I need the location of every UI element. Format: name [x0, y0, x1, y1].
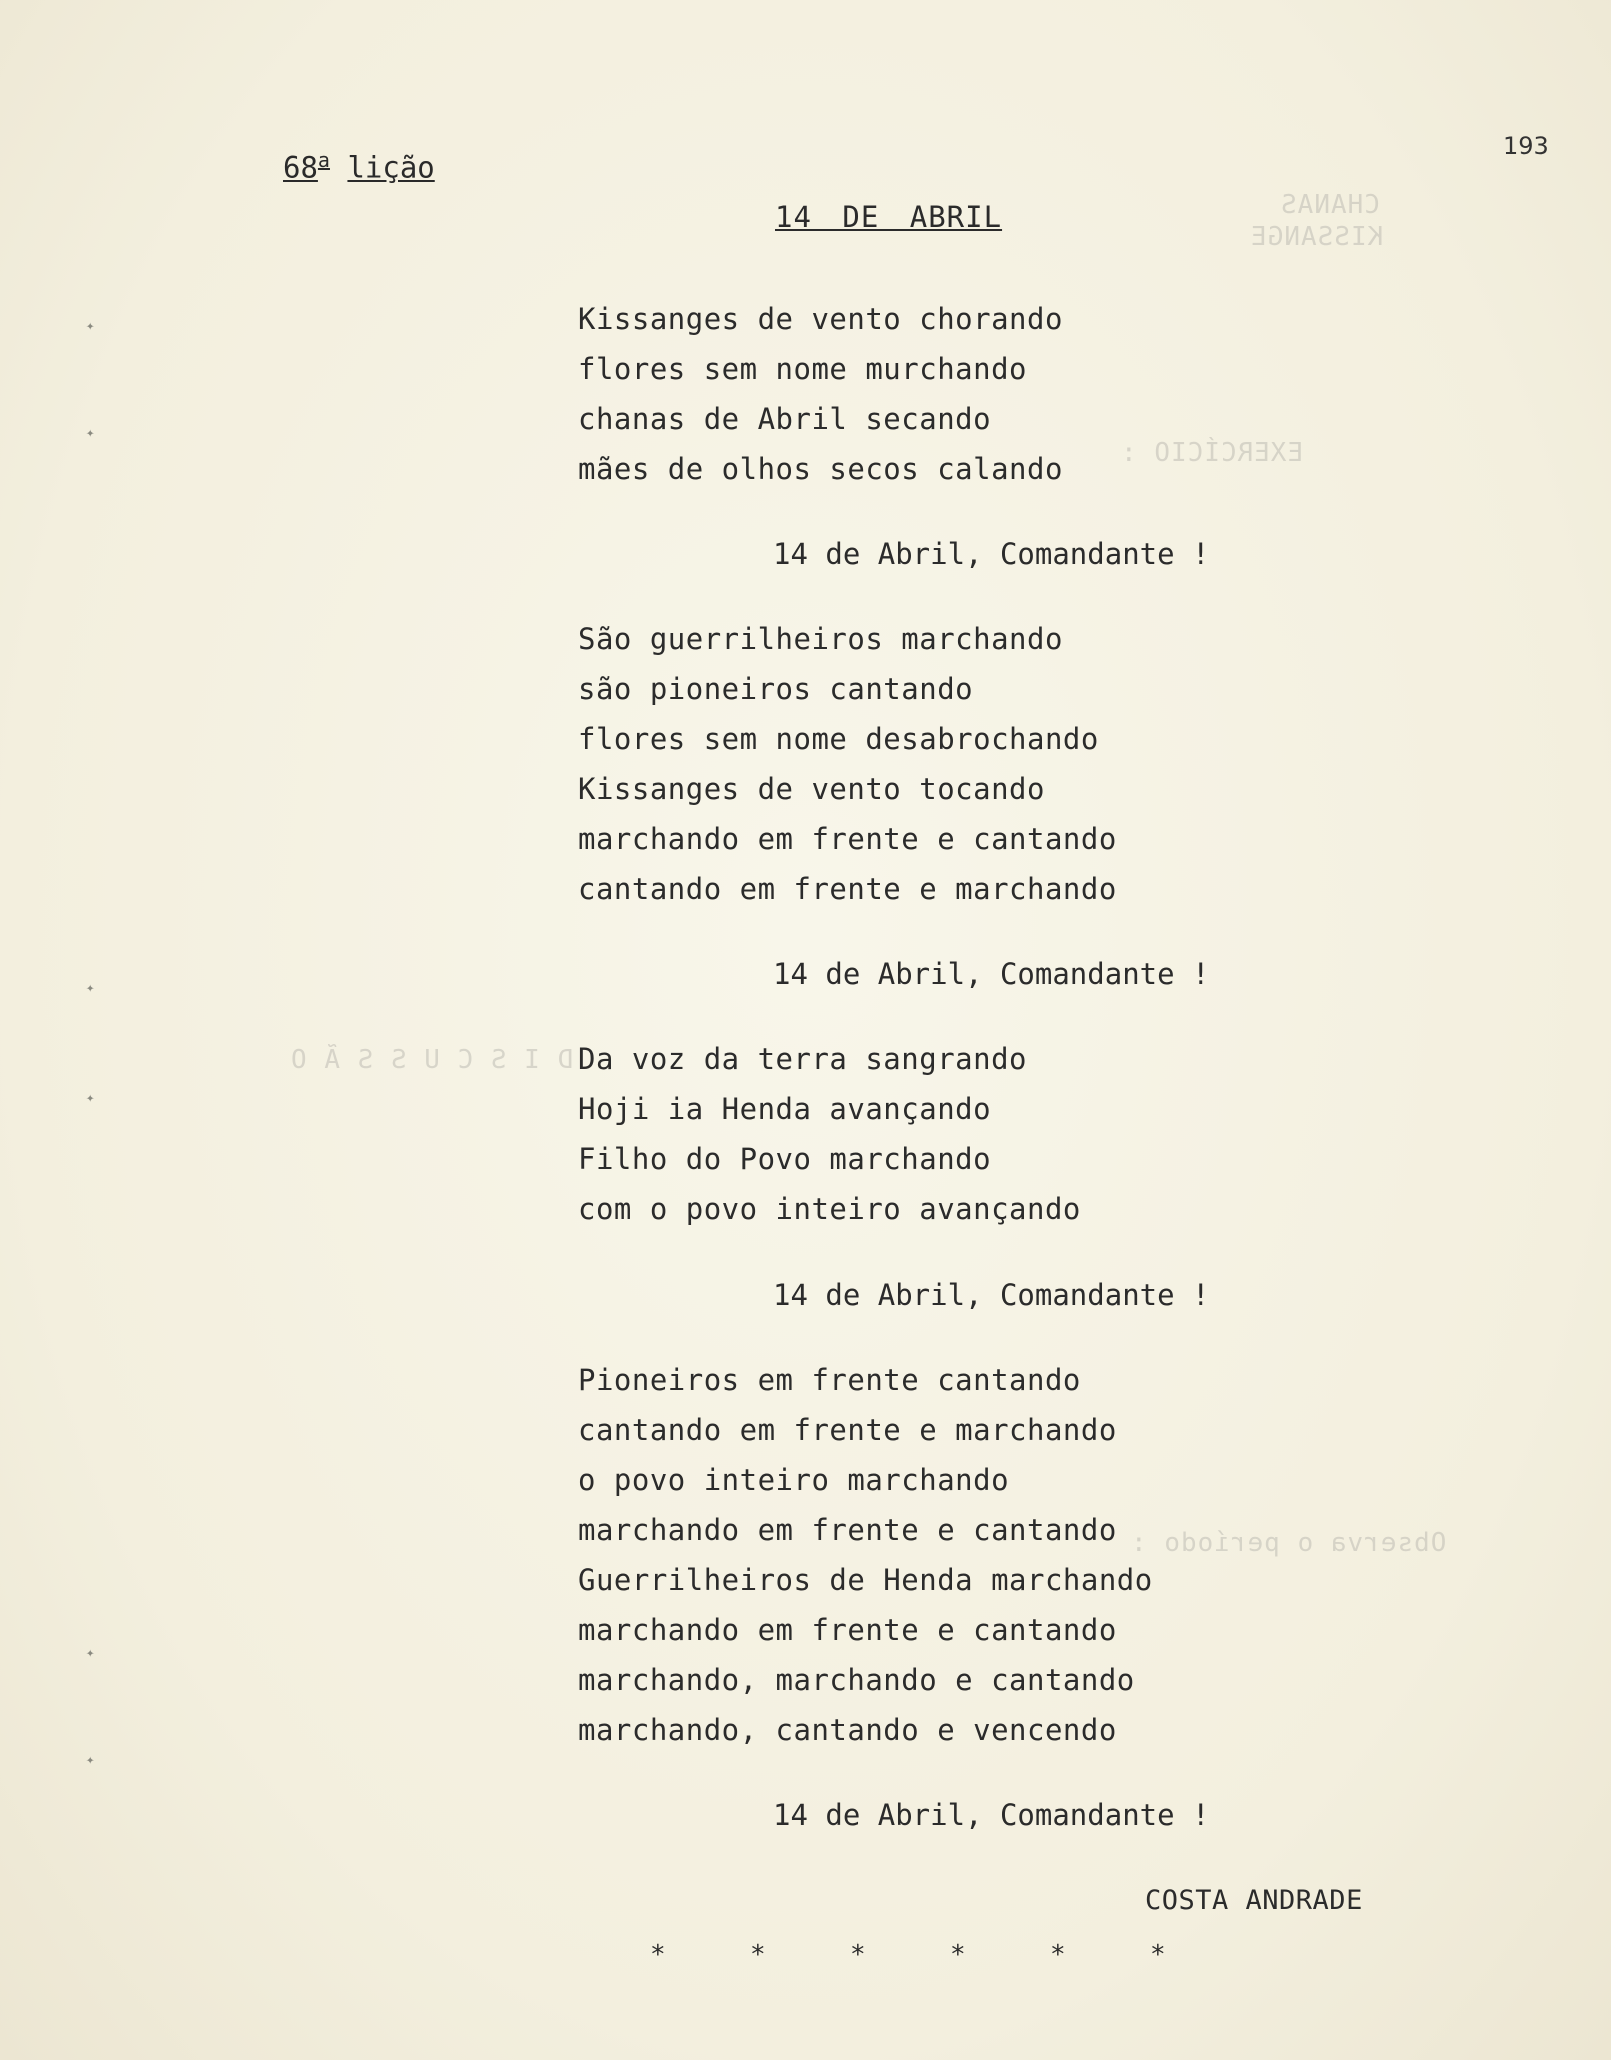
star-separator: * [1150, 1940, 1166, 1970]
poem-line: mães de olhos secos calando [578, 452, 1063, 486]
poem-line: com o povo inteiro avançando [578, 1192, 1081, 1226]
poem-line: Pioneiros em frente cantando [578, 1363, 1081, 1397]
poem-line: marchando, cantando e vencendo [578, 1713, 1117, 1747]
poem-line: Kissanges de vento tocando [578, 772, 1045, 806]
poem-line: o povo inteiro marchando [578, 1463, 1010, 1497]
lesson-ordinal: a [317, 148, 330, 172]
bleed-through-text: CHANAS [1280, 190, 1380, 220]
poem-refrain: 14 de Abril, Comandante ! [773, 1278, 1210, 1312]
poem-line: cantando em frente e marchando [578, 872, 1117, 906]
lesson-number: 68 [283, 150, 318, 185]
star-separator: * [850, 1940, 866, 1970]
lesson-word: lição [347, 150, 435, 185]
bleed-through-text: Observa o período : [1130, 1528, 1447, 1558]
poem-line: cantando em frente e marchando [578, 1413, 1117, 1447]
poem-line: flores sem nome desabrochando [578, 722, 1099, 756]
binder-mark: ✦ [86, 425, 95, 441]
poem-line: são pioneiros cantando [578, 672, 974, 706]
poem-refrain: 14 de Abril, Comandante ! [773, 957, 1210, 991]
star-separator: * [950, 1940, 966, 1970]
poem-line: flores sem nome murchando [578, 352, 1027, 386]
bleed-through-text: KISSANGE [1250, 222, 1384, 252]
binder-mark: ✦ [86, 1090, 95, 1106]
poem-line: marchando, marchando e cantando [578, 1663, 1135, 1697]
star-separator: * [1050, 1940, 1066, 1970]
binder-mark: ✦ [86, 1645, 95, 1661]
page-number: 193 [1503, 132, 1549, 160]
bleed-through-text: EXERCÍCIO : [1120, 438, 1304, 468]
separator-stars [650, 1940, 1250, 1970]
poem-line: Kissanges de vento chorando [578, 302, 1063, 336]
poem-refrain: 14 de Abril, Comandante ! [773, 537, 1210, 571]
poem-line: marchando em frente e cantando [578, 1613, 1117, 1647]
poem-line: marchando em frente e cantando [578, 1513, 1117, 1547]
lesson-heading [283, 148, 435, 185]
poem-line: chanas de Abril secando [578, 402, 992, 436]
poem-refrain: 14 de Abril, Comandante ! [773, 1798, 1210, 1832]
binder-mark: ✦ [86, 980, 95, 996]
poem-line: Guerrilheiros de Henda marchando [578, 1563, 1153, 1597]
binder-mark: ✦ [86, 318, 95, 334]
poem-line: Da voz da terra sangrando [578, 1042, 1027, 1076]
star-separator: * [750, 1940, 766, 1970]
poem-line: São guerrilheiros marchando [578, 622, 1063, 656]
star-separator: * [650, 1940, 666, 1970]
poem-line: Filho do Povo marchando [578, 1142, 992, 1176]
bleed-through-text: D I S C U S S Ã O [290, 1045, 574, 1075]
poem-title: 14 DE ABRIL [775, 200, 1003, 234]
poem-line: marchando em frente e cantando [578, 822, 1117, 856]
poem-line: Hoji ia Henda avançando [578, 1092, 992, 1126]
binder-mark: ✦ [86, 1752, 95, 1768]
poem-author: COSTA ANDRADE [1145, 1885, 1363, 1916]
